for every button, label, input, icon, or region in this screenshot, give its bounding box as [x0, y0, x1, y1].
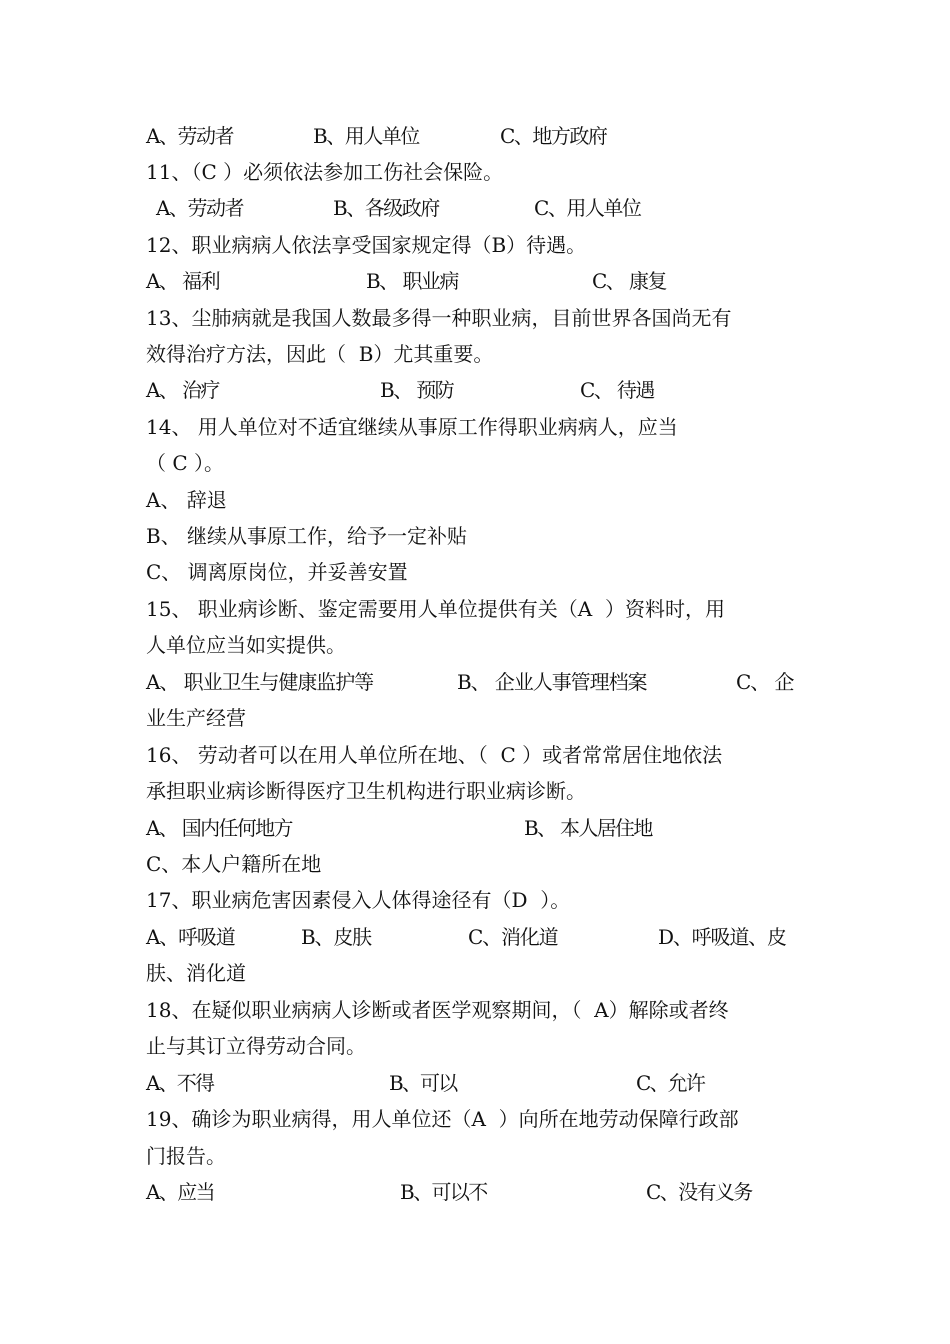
q19-option-a: A、应当	[146, 1180, 215, 1204]
q12-option-b: B、 职业病	[366, 269, 458, 293]
q18-options	[146, 1071, 846, 1095]
q18-option-c: C、允许	[636, 1071, 705, 1095]
q10-options	[146, 124, 846, 148]
q14-option-b: B、 继续从事原工作，给予一定补贴	[146, 524, 468, 548]
q16-options	[146, 816, 846, 840]
q13-stem-line1: 13、尘肺病就是我国人数最多得一种职业病，目前世界各国尚无有	[146, 306, 732, 330]
q12-option-a: A、 福利	[146, 269, 220, 293]
q19-options	[146, 1180, 846, 1204]
q13-options	[146, 378, 846, 402]
q19-option-c: C、没有义务	[646, 1180, 752, 1204]
q13-option-c: C、 待遇	[580, 378, 654, 402]
q13-option-a: A、 治疗	[146, 378, 219, 402]
q15-option-c-cont: 业生产经营	[146, 706, 246, 730]
q14-option-a: A、 辞退	[146, 488, 227, 512]
q10-option-c: C、地方政府	[500, 124, 607, 148]
q16-option-a: A、 国内任何地方	[146, 816, 292, 840]
q15-stem-line1: 15、 职业病诊断、鉴定需要用人单位提供有关（A ）资料时，用	[146, 597, 725, 621]
q17-options	[146, 925, 846, 949]
q11-option-b: B、各级政府	[333, 196, 439, 220]
q15-option-a: A、 职业卫生与健康监护等	[146, 670, 374, 694]
q19-stem-line1: 19、确诊为职业病得，用人单位还（A ）向所在地劳动保障行政部	[146, 1107, 739, 1131]
q17-option-d-cont: 肤、消化道	[146, 961, 246, 985]
q16-option-c: C、本人户籍所在地	[146, 852, 322, 876]
q12-option-c: C、 康复	[592, 269, 666, 293]
q11-options	[146, 196, 846, 220]
q19-stem-line2: 门报告。	[146, 1144, 226, 1168]
q11-stem: 11、（C ）必须依法参加工伤社会保险。	[146, 160, 504, 184]
q13-stem-line2: 效得治疗方法，因此（ B）尤其重要。	[146, 342, 494, 366]
q18-stem-line2: 止与其订立得劳动合同。	[146, 1034, 366, 1058]
q13-option-b: B、 预防	[380, 378, 454, 402]
q14-option-c: C、 调离原岗位，并妥善安置	[146, 560, 408, 584]
q17-option-a: A、呼吸道	[146, 925, 235, 949]
q15-options	[146, 670, 846, 694]
q17-option-d: D、呼吸道、皮	[658, 925, 786, 949]
q16-stem-line2: 承担职业病诊断得医疗卫生机构进行职业病诊断。	[146, 779, 586, 803]
q11-option-c: C、用人单位	[534, 196, 641, 220]
q15-option-c: C、 企	[736, 670, 794, 694]
q18-stem-line1: 18、在疑似职业病病人诊断或者医学观察期间，（ A）解除或者终	[146, 998, 729, 1022]
q12-stem: 12、职业病病人依法享受国家规定得（B）待遇。	[146, 233, 587, 257]
q16-stem-line1: 16、 劳动者可以在用人单位所在地、（ C ）或者常常居住地依法	[146, 743, 723, 767]
q14-stem-line2: （ C ）。	[146, 451, 225, 475]
q14-stem-line1: 14、 用人单位对不适宜继续从事原工作得职业病病人，应当	[146, 415, 678, 439]
q10-option-a: A、劳动者	[146, 124, 234, 148]
q17-option-c: C、消化道	[468, 925, 558, 949]
q19-option-b: B、可以不	[400, 1180, 487, 1204]
q16-option-b: B、 本人居住地	[524, 816, 652, 840]
q11-option-a: A、劳动者	[156, 196, 244, 220]
q17-option-b: B、皮肤	[301, 925, 371, 949]
q18-option-b: B、可以	[389, 1071, 457, 1095]
q15-stem-line2: 人单位应当如实提供。	[146, 633, 346, 657]
q12-options	[146, 269, 846, 293]
q15-option-b: B、 企业人事管理档案	[457, 670, 647, 694]
q18-option-a: A、不得	[146, 1071, 214, 1095]
q10-option-b: B、用人单位	[313, 124, 419, 148]
q17-stem: 17、职业病危害因素侵入人体得途径有（D ）。	[146, 888, 571, 912]
